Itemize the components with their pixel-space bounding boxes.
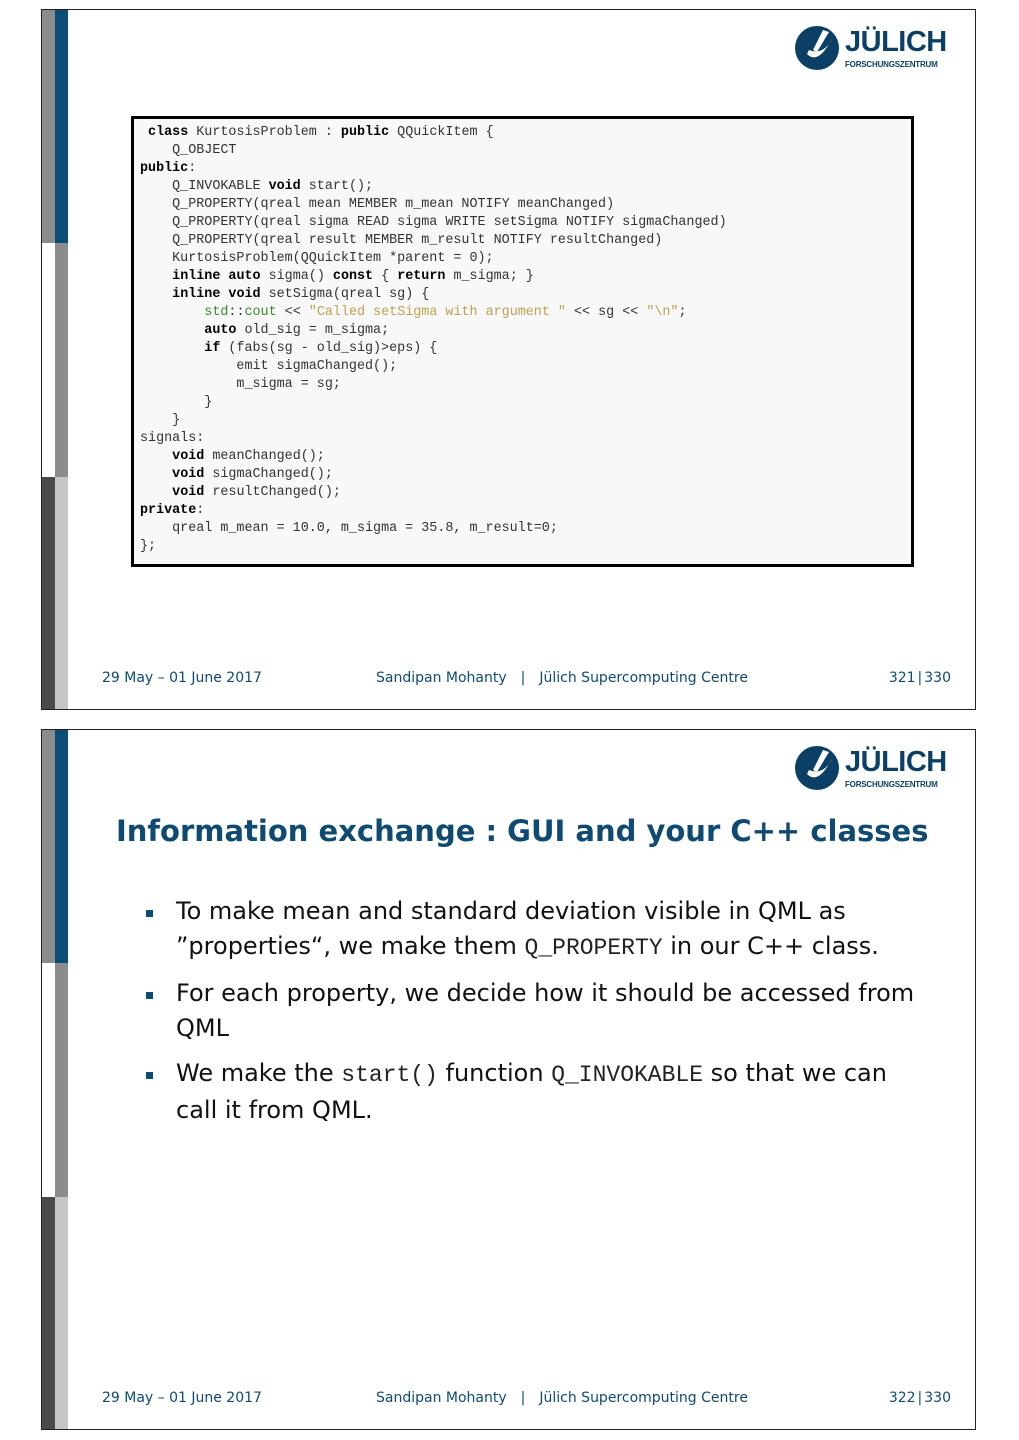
logo-wordmark: JÜLICH bbox=[845, 746, 947, 778]
julich-logo-icon bbox=[793, 24, 841, 72]
code-line bbox=[140, 322, 905, 340]
bullet-text bbox=[176, 894, 922, 966]
footer-separator: | bbox=[520, 1390, 526, 1406]
code-token: inline bbox=[172, 287, 221, 302]
footer-separator: | bbox=[520, 670, 526, 686]
code-line bbox=[140, 250, 905, 268]
code-line bbox=[140, 466, 905, 484]
footer-institute: Jülich Supercomputing Centre bbox=[539, 1390, 748, 1406]
code-token: std bbox=[204, 305, 229, 320]
footer-page-number bbox=[889, 670, 951, 686]
bullet-text-run: To make mean and standard deviation visible in QML as ”properties“, we make them bbox=[176, 897, 846, 960]
code-line bbox=[140, 268, 905, 286]
julich-logo bbox=[793, 20, 953, 76]
code-line bbox=[140, 538, 905, 556]
code-line bbox=[140, 160, 905, 178]
code-token bbox=[140, 125, 148, 140]
code-token: ; bbox=[678, 305, 687, 320]
code-line bbox=[140, 142, 905, 160]
code-token: << sg << bbox=[565, 305, 647, 320]
code-token: << bbox=[276, 305, 309, 320]
footer-date: 29 May – 01 June 2017 bbox=[102, 670, 262, 686]
code-line bbox=[140, 178, 905, 196]
code-token: qreal m_mean = 10.0, m_sigma = 35.8, m_result=0; bbox=[140, 521, 558, 536]
code-line bbox=[140, 340, 905, 358]
code-line bbox=[140, 520, 905, 538]
page-current: 322 bbox=[888, 1390, 916, 1406]
code-token: { bbox=[373, 269, 398, 284]
code-token: "Called setSigma with argument " bbox=[308, 305, 566, 320]
code-token: return bbox=[397, 269, 446, 284]
code-token: :: bbox=[228, 305, 245, 320]
code-token: } bbox=[140, 413, 181, 428]
code-token: : bbox=[196, 503, 205, 518]
code-line bbox=[140, 232, 905, 250]
code-line bbox=[140, 394, 905, 412]
page-total: 330 bbox=[924, 670, 951, 686]
bullet-text-run: so that we can call it from QML. bbox=[176, 1059, 887, 1124]
code-token: Q_PROPERTY(qreal sigma READ sigma WRITE setSigma NOTIFY sigmaChanged) bbox=[140, 215, 727, 230]
code-token: inline bbox=[172, 269, 221, 284]
footer-center bbox=[376, 670, 748, 686]
bullet-item bbox=[142, 894, 922, 966]
footer-date: 29 May – 01 June 2017 bbox=[102, 1390, 262, 1406]
code-token bbox=[140, 467, 172, 482]
code-token: m_sigma = sg; bbox=[140, 377, 341, 392]
code-token: auto bbox=[204, 323, 237, 338]
code-token bbox=[140, 485, 172, 500]
logo-wordmark: JÜLICH bbox=[845, 26, 947, 58]
slide-321 bbox=[41, 9, 976, 710]
inline-code: Q_PROPERTY bbox=[524, 935, 663, 961]
bullet-text-run: in our C++ class. bbox=[662, 932, 879, 960]
code-line bbox=[140, 448, 905, 466]
bullet-text bbox=[176, 976, 922, 1046]
page-total: 330 bbox=[924, 1390, 951, 1406]
code-token bbox=[140, 287, 172, 302]
code-token: setSigma(qreal sg) { bbox=[260, 287, 430, 302]
page-separator: | bbox=[917, 670, 923, 686]
bullet-marker-icon bbox=[146, 910, 153, 917]
inline-code: Q_INVOKABLE bbox=[551, 1062, 704, 1088]
code-token: sigmaChanged(); bbox=[204, 467, 333, 482]
code-token: Q_PROPERTY(qreal result MEMBER m_result NOTIFY resultChanged) bbox=[140, 233, 663, 248]
code-token: KurtosisProblem : bbox=[188, 125, 341, 140]
code-token: } bbox=[140, 395, 213, 410]
footer-center bbox=[376, 1390, 748, 1406]
code-line bbox=[140, 430, 905, 448]
code-token: }; bbox=[140, 539, 157, 554]
footer bbox=[42, 1390, 975, 1410]
code-token: void bbox=[172, 485, 205, 500]
code-token: m_sigma; } bbox=[445, 269, 534, 284]
bullet-item bbox=[142, 976, 922, 1046]
code-token: Q_PROPERTY(qreal mean MEMBER m_mean NOTIFY meanChanged) bbox=[140, 197, 615, 212]
code-token: cout bbox=[244, 305, 277, 320]
code-token: start(); bbox=[300, 179, 374, 194]
logo-subtitle: FORSCHUNGSZENTRUM bbox=[845, 780, 938, 789]
code-token: signals: bbox=[140, 431, 205, 446]
code-token: "\n" bbox=[646, 305, 679, 320]
code-token: meanChanged(); bbox=[204, 449, 325, 464]
code-line bbox=[140, 196, 905, 214]
bullet-marker-icon bbox=[146, 992, 153, 999]
side-bar-gray bbox=[42, 243, 68, 477]
code-token: : bbox=[188, 161, 197, 176]
code-token: auto bbox=[228, 269, 261, 284]
code-token: public bbox=[340, 125, 390, 140]
bullet-text-run: For each property, we decide how it should be accessed from QML bbox=[176, 979, 915, 1042]
julich-logo bbox=[793, 740, 953, 796]
code-token: private bbox=[140, 503, 197, 518]
side-bar-blue bbox=[42, 10, 68, 243]
slide-322 bbox=[41, 729, 976, 1430]
inline-code: start() bbox=[341, 1062, 438, 1088]
code-token bbox=[140, 449, 172, 464]
code-token bbox=[140, 305, 204, 320]
code-line bbox=[140, 502, 905, 520]
code-token: Q_OBJECT bbox=[140, 143, 237, 158]
footer-author: Sandipan Mohanty bbox=[376, 1390, 507, 1406]
code-token: QQuickItem { bbox=[389, 125, 494, 140]
bullet-text bbox=[176, 1056, 922, 1128]
footer bbox=[42, 670, 975, 690]
julich-logo-icon bbox=[793, 744, 841, 792]
side-bar-gray bbox=[42, 963, 68, 1197]
code-token bbox=[140, 269, 172, 284]
code-listing bbox=[131, 116, 914, 567]
code-line bbox=[140, 124, 905, 142]
logo-subtitle: FORSCHUNGSZENTRUM bbox=[845, 60, 938, 69]
footer-author: Sandipan Mohanty bbox=[376, 670, 507, 686]
code-line bbox=[140, 484, 905, 502]
bullet-text-run: We make the bbox=[176, 1059, 342, 1087]
code-line bbox=[140, 358, 905, 376]
bullet-item bbox=[142, 1056, 922, 1128]
code-line bbox=[140, 412, 905, 430]
bullet-marker-icon bbox=[146, 1072, 153, 1079]
page-current: 321 bbox=[888, 670, 916, 686]
code-token bbox=[140, 341, 204, 356]
page-separator: | bbox=[917, 1390, 923, 1406]
code-token: old_sig = m_sigma; bbox=[236, 323, 390, 338]
footer-institute: Jülich Supercomputing Centre bbox=[539, 670, 748, 686]
slide-title: Information exchange : GUI and your C++ classes bbox=[116, 814, 929, 848]
side-bar-blue bbox=[42, 730, 68, 963]
code-token: KurtosisProblem(QQuickItem *parent = 0); bbox=[140, 251, 494, 266]
code-token: emit sigmaChanged(); bbox=[140, 359, 398, 374]
code-token: (fabs(sg - old_sig)>eps) { bbox=[220, 341, 438, 356]
code-token: class bbox=[148, 125, 189, 140]
code-token: void bbox=[172, 467, 205, 482]
code-token: void bbox=[172, 449, 205, 464]
code-line bbox=[140, 304, 905, 322]
code-token: public bbox=[140, 161, 189, 176]
code-token: if bbox=[204, 341, 221, 356]
bullet-text-run: function bbox=[437, 1059, 552, 1087]
code-token: resultChanged(); bbox=[204, 485, 341, 500]
code-token: void bbox=[228, 287, 261, 302]
code-token: sigma() bbox=[260, 269, 333, 284]
bullet-list bbox=[142, 894, 922, 1138]
code-line bbox=[140, 214, 905, 232]
code-token bbox=[140, 323, 204, 338]
code-token: const bbox=[332, 269, 374, 284]
code-line bbox=[140, 376, 905, 394]
footer-page-number bbox=[889, 1390, 951, 1406]
code-line bbox=[140, 286, 905, 304]
code-token: void bbox=[268, 179, 301, 194]
code-token: Q_INVOKABLE bbox=[140, 179, 269, 194]
